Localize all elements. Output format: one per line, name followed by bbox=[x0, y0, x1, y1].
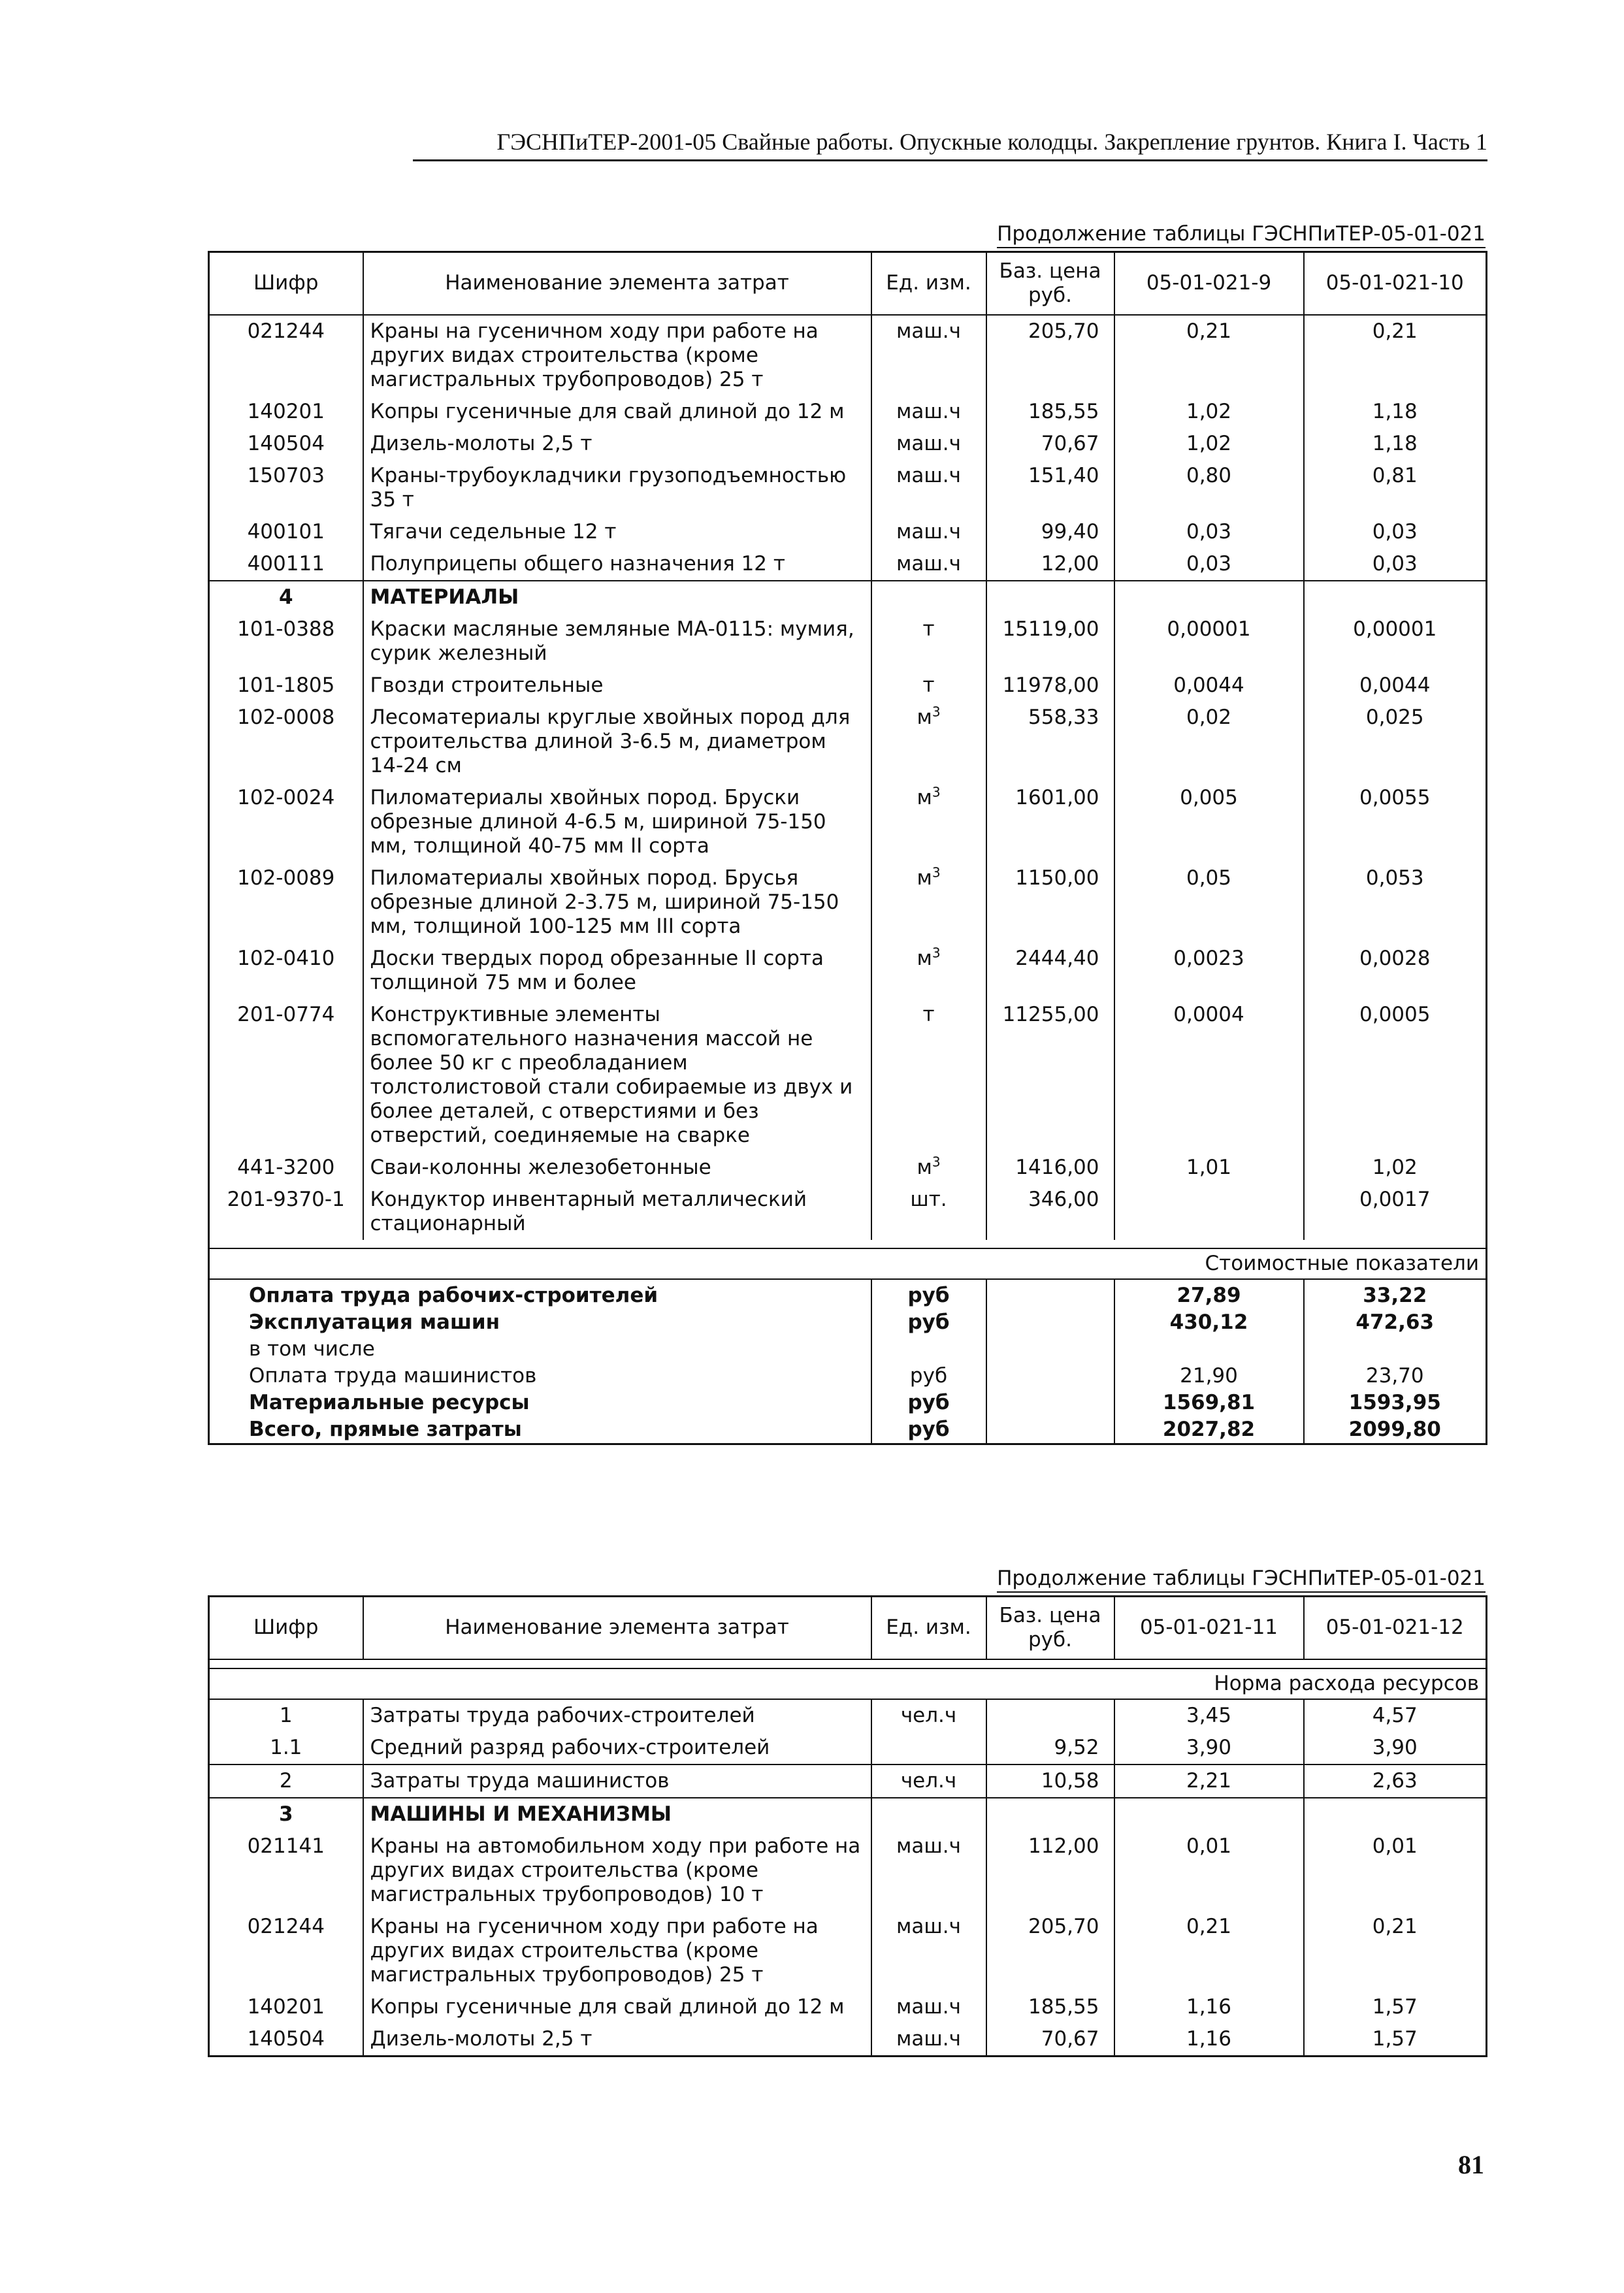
row-code: 102-0410 bbox=[209, 943, 363, 999]
row-name: Краски масляные земляные МА-0115: мумия, сурик железный bbox=[363, 613, 871, 670]
row-unit bbox=[871, 1699, 986, 1732]
row-base-price: 12,00 bbox=[986, 548, 1114, 581]
summary-unit: руб bbox=[871, 1363, 986, 1390]
section-title: МАТЕРИАЛЫ bbox=[363, 581, 871, 613]
row-code: 101-0388 bbox=[209, 613, 363, 670]
row-value-2: 0,0044 bbox=[1304, 670, 1487, 702]
row-value-2 bbox=[1304, 1798, 1487, 1830]
unit-text: маш.ч bbox=[896, 399, 961, 423]
row-base-price: 99,40 bbox=[986, 516, 1114, 548]
row-value-1: 3,45 bbox=[1114, 1699, 1304, 1732]
unit-text: шт. bbox=[910, 1187, 947, 1211]
row-name: Краны на автомобильном ходу при работе на других видах строительства (кроме магистральных трубопроводов) 10 т bbox=[363, 1830, 871, 1911]
row-unit bbox=[871, 613, 986, 670]
row-unit bbox=[871, 1830, 986, 1911]
row-base-price: 70,67 bbox=[986, 2023, 1114, 2057]
summary-row bbox=[209, 1363, 1487, 1390]
row-value-1: 0,0023 bbox=[1114, 943, 1304, 999]
table-row bbox=[209, 1699, 1487, 1732]
row-code: 400111 bbox=[209, 548, 363, 581]
row-value-1: 0,03 bbox=[1114, 516, 1304, 548]
row-value-2: 0,81 bbox=[1304, 460, 1487, 516]
summary-price-empty bbox=[986, 1416, 1114, 1444]
table-row bbox=[209, 1184, 1487, 1240]
row-base-price: 11978,00 bbox=[986, 670, 1114, 702]
col-header-unit: Ед. изм. bbox=[871, 1597, 986, 1659]
summary-value-1 bbox=[1114, 1336, 1304, 1363]
row-code: 102-0089 bbox=[209, 862, 363, 943]
row-value-1: 1,16 bbox=[1114, 2023, 1304, 2057]
row-name: Затраты труда машинистов bbox=[363, 1764, 871, 1798]
summary-value-1: 21,90 bbox=[1114, 1363, 1304, 1390]
row-base-price: 2444,40 bbox=[986, 943, 1114, 999]
row-unit bbox=[871, 1764, 986, 1798]
unit-text: т bbox=[922, 673, 935, 697]
row-code: 140201 bbox=[209, 396, 363, 428]
col-header-variant-12: 05-01-021-12 bbox=[1304, 1597, 1487, 1659]
col-header-name: Наименование элемента затрат bbox=[363, 252, 871, 315]
summary-unit: руб bbox=[871, 1416, 986, 1444]
unit-superscript: 3 bbox=[932, 864, 941, 881]
row-base-price: 185,55 bbox=[986, 396, 1114, 428]
col-header-code: Шифр bbox=[209, 252, 363, 315]
row-code: 400101 bbox=[209, 516, 363, 548]
running-title: ГЭСНПиТЕР-2001-05 Свайные работы. Опускные колодцы. Закрепление грунтов. Книга I. Часть 1 bbox=[413, 128, 1487, 161]
row-base-price: 10,58 bbox=[986, 1764, 1114, 1798]
summary-label: Эксплуатация машин bbox=[249, 1310, 500, 1334]
table-row bbox=[209, 315, 1487, 396]
unit-text: маш.ч bbox=[896, 2026, 961, 2051]
summary-unit: руб bbox=[871, 1390, 986, 1416]
cost-section bbox=[209, 1240, 1487, 1279]
row-name: МАШИНЫ И МЕХАНИЗМЫ bbox=[363, 1798, 871, 1830]
summary-row bbox=[209, 1416, 1487, 1444]
unit-text: маш.ч bbox=[896, 1914, 961, 1938]
row-value-2: 0,03 bbox=[1304, 516, 1487, 548]
row-value-2: 1,57 bbox=[1304, 2023, 1487, 2057]
row-name: Доски твердых пород обрезанные II сорта толщиной 75 мм и более bbox=[363, 943, 871, 999]
row-value-1: 2,21 bbox=[1114, 1764, 1304, 1798]
table-row bbox=[209, 613, 1487, 670]
page-number: 81 bbox=[1458, 2150, 1484, 2179]
unit-text: м bbox=[917, 785, 932, 809]
row-unit bbox=[871, 1184, 986, 1240]
unit-text: маш.ч bbox=[896, 431, 961, 455]
row-value-1: 0,02 bbox=[1114, 702, 1304, 782]
row-value-1 bbox=[1114, 1184, 1304, 1240]
unit-text: маш.ч bbox=[896, 1994, 961, 2019]
summary-label: в том числе bbox=[249, 1337, 375, 1361]
unit-text: маш.ч bbox=[896, 1834, 961, 1858]
row-value-1: 0,005 bbox=[1114, 782, 1304, 862]
row-code: 1 bbox=[209, 1699, 363, 1732]
row-value-1: 0,01 bbox=[1114, 1830, 1304, 1911]
row-base-price: 205,70 bbox=[986, 1911, 1114, 1991]
summary-row bbox=[209, 1390, 1487, 1416]
row-code: 021141 bbox=[209, 1830, 363, 1911]
row-unit bbox=[871, 315, 986, 396]
row-unit bbox=[871, 782, 986, 862]
summary-row bbox=[209, 1279, 1487, 1309]
summary-price-empty bbox=[986, 1336, 1114, 1363]
table-row bbox=[209, 702, 1487, 782]
unit-text: маш.ч bbox=[896, 463, 961, 487]
unit-superscript: 3 bbox=[932, 784, 941, 800]
row-value-2: 3,90 bbox=[1304, 1732, 1487, 1764]
table-row bbox=[209, 943, 1487, 999]
unit-text: чел.ч bbox=[900, 1703, 957, 1727]
row-unit bbox=[871, 548, 986, 581]
resource-rows bbox=[209, 1699, 1487, 2057]
unit-superscript: 3 bbox=[932, 1154, 941, 1170]
summary-label: Всего, прямые затраты bbox=[249, 1417, 522, 1441]
row-name: Краны-трубоукладчики грузоподъемностью 35 т bbox=[363, 460, 871, 516]
table-row bbox=[209, 999, 1487, 1152]
row-value-1: 3,90 bbox=[1114, 1732, 1304, 1764]
table-row bbox=[209, 2023, 1487, 2057]
table-row bbox=[209, 396, 1487, 428]
table-row bbox=[209, 782, 1487, 862]
materials-rows bbox=[209, 613, 1487, 1240]
col-header-variant-9: 05-01-021-9 bbox=[1114, 252, 1304, 315]
row-value-2: 0,025 bbox=[1304, 702, 1487, 782]
row-value-2: 1,57 bbox=[1304, 1991, 1487, 2023]
table-row bbox=[209, 1798, 1487, 1830]
unit-text: чел.ч bbox=[900, 1768, 957, 1793]
row-value-2: 0,21 bbox=[1304, 1911, 1487, 1991]
summary-price-empty bbox=[986, 1309, 1114, 1336]
row-name: Кондуктор инвентарный металлический стационарный bbox=[363, 1184, 871, 1240]
row-base-price: 15119,00 bbox=[986, 613, 1114, 670]
summary-value-1: 27,89 bbox=[1114, 1279, 1304, 1309]
unit-text: т bbox=[922, 1002, 935, 1026]
row-value-2: 0,00001 bbox=[1304, 613, 1487, 670]
row-unit bbox=[871, 1798, 986, 1830]
col-header-price: Баз. цена руб. bbox=[986, 252, 1114, 315]
row-unit bbox=[871, 670, 986, 702]
summary-value-2: 23,70 bbox=[1304, 1363, 1487, 1390]
row-value-2: 1,18 bbox=[1304, 428, 1487, 460]
row-base-price bbox=[986, 1798, 1114, 1830]
row-name: Конструктивные элементы вспомогательного назначения массой не более 50 кг с преобладанием толстолистовой стали собираемые из двух и более деталей, с отверстиями и без отверстий, соединяемые на сварке bbox=[363, 999, 871, 1152]
table-row bbox=[209, 516, 1487, 548]
row-name: Краны на гусеничном ходу при работе на других видах строительства (кроме магистральных трубопроводов) 25 т bbox=[363, 1911, 871, 1991]
row-unit bbox=[871, 862, 986, 943]
norm-section bbox=[209, 1659, 1487, 1699]
row-base-price: 1416,00 bbox=[986, 1152, 1114, 1184]
row-value-1: 0,00001 bbox=[1114, 613, 1304, 670]
col-header-variant-10: 05-01-021-10 bbox=[1304, 252, 1487, 315]
row-unit bbox=[871, 1991, 986, 2023]
summary-value-2: 33,22 bbox=[1304, 1279, 1487, 1309]
row-name: Копры гусеничные для свай длиной до 12 м bbox=[363, 396, 871, 428]
row-value-1: 1,02 bbox=[1114, 428, 1304, 460]
row-value-2: 0,01 bbox=[1304, 1830, 1487, 1911]
row-code: 102-0008 bbox=[209, 702, 363, 782]
row-value-2: 0,0005 bbox=[1304, 999, 1487, 1152]
row-value-1: 0,80 bbox=[1114, 460, 1304, 516]
table-row bbox=[209, 1991, 1487, 2023]
row-base-price: 9,52 bbox=[986, 1732, 1114, 1764]
machines-rows bbox=[209, 315, 1487, 581]
row-code: 2 bbox=[209, 1764, 363, 1798]
summary-row bbox=[209, 1309, 1487, 1336]
col-header-code: Шифр bbox=[209, 1597, 363, 1659]
col-header-unit: Ед. изм. bbox=[871, 252, 986, 315]
row-unit bbox=[871, 1152, 986, 1184]
unit-text: м bbox=[917, 705, 932, 729]
row-value-2: 1,18 bbox=[1304, 396, 1487, 428]
summary-value-2: 1593,95 bbox=[1304, 1390, 1487, 1416]
table-row bbox=[209, 548, 1487, 581]
row-base-price bbox=[986, 1699, 1114, 1732]
row-base-price: 346,00 bbox=[986, 1184, 1114, 1240]
row-code: 140201 bbox=[209, 1991, 363, 2023]
summary-label: Оплата труда рабочих-строителей bbox=[249, 1283, 658, 1307]
row-name: Лесоматериалы круглые хвойных пород для строительства длиной 3-6.5 м, диаметром 14-24 см bbox=[363, 702, 871, 782]
summary-price-empty bbox=[986, 1390, 1114, 1416]
unit-text: маш.ч bbox=[896, 551, 961, 576]
row-name: Сваи-колонны железобетонные bbox=[363, 1152, 871, 1184]
row-value-2: 2,63 bbox=[1304, 1764, 1487, 1798]
row-unit bbox=[871, 2023, 986, 2057]
table-row bbox=[209, 862, 1487, 943]
row-name: Затраты труда рабочих-строителей bbox=[363, 1699, 871, 1732]
summary-unit: руб bbox=[871, 1309, 986, 1336]
cost-indicators-band: Стоимостные показатели bbox=[209, 1248, 1487, 1279]
table-row bbox=[209, 1830, 1487, 1911]
summary-row bbox=[209, 1336, 1487, 1363]
row-name: Дизель-молоты 2,5 т bbox=[363, 2023, 871, 2057]
summary-value-1: 2027,82 bbox=[1114, 1416, 1304, 1444]
row-base-price: 205,70 bbox=[986, 315, 1114, 396]
row-name: Полуприцепы общего назначения 12 т bbox=[363, 548, 871, 581]
unit-text: м bbox=[917, 866, 932, 890]
summary-label: Материальные ресурсы bbox=[249, 1390, 530, 1414]
row-unit bbox=[871, 396, 986, 428]
summary-rows bbox=[209, 1279, 1487, 1444]
row-unit bbox=[871, 460, 986, 516]
row-value-1: 0,05 bbox=[1114, 862, 1304, 943]
row-name: Пиломатериалы хвойных пород. Брусья обрезные длиной 2-3.75 м, шириной 75-150 мм, толщиной 100-125 мм III сорта bbox=[363, 862, 871, 943]
row-unit bbox=[871, 943, 986, 999]
row-value-2: 0,0017 bbox=[1304, 1184, 1487, 1240]
row-value-1: 1,01 bbox=[1114, 1152, 1304, 1184]
row-code: 102-0024 bbox=[209, 782, 363, 862]
row-code: 140504 bbox=[209, 2023, 363, 2057]
row-value-1: 0,21 bbox=[1114, 1911, 1304, 1991]
row-base-price: 1150,00 bbox=[986, 862, 1114, 943]
row-value-2: 0,0028 bbox=[1304, 943, 1487, 999]
row-base-price: 151,40 bbox=[986, 460, 1114, 516]
row-unit bbox=[871, 999, 986, 1152]
row-unit bbox=[871, 516, 986, 548]
unit-text: маш.ч bbox=[896, 319, 961, 343]
materials-section bbox=[209, 581, 1487, 613]
row-unit bbox=[871, 702, 986, 782]
row-code: 101-1805 bbox=[209, 670, 363, 702]
row-base-price: 70,67 bbox=[986, 428, 1114, 460]
unit-text: м bbox=[917, 1155, 932, 1179]
table-row bbox=[209, 1764, 1487, 1798]
row-unit bbox=[871, 1732, 986, 1764]
row-value-1 bbox=[1114, 1798, 1304, 1830]
summary-value-1: 1569,81 bbox=[1114, 1390, 1304, 1416]
row-base-price: 558,33 bbox=[986, 702, 1114, 782]
summary-unit: руб bbox=[871, 1279, 986, 1309]
row-base-price: 1601,00 bbox=[986, 782, 1114, 862]
row-value-2: 0,21 bbox=[1304, 315, 1487, 396]
row-code: 150703 bbox=[209, 460, 363, 516]
summary-value-2: 2099,80 bbox=[1304, 1416, 1487, 1444]
row-name: Средний разряд рабочих-строителей bbox=[363, 1732, 871, 1764]
resource-table-2 bbox=[208, 1595, 1487, 2057]
row-value-1: 1,16 bbox=[1114, 1991, 1304, 2023]
row-value-2: 4,57 bbox=[1304, 1699, 1487, 1732]
row-value-1: 0,21 bbox=[1114, 315, 1304, 396]
resource-table-1 bbox=[208, 251, 1487, 1445]
summary-label: Оплата труда машинистов bbox=[249, 1363, 537, 1388]
summary-unit bbox=[871, 1336, 986, 1363]
row-value-2: 0,053 bbox=[1304, 862, 1487, 943]
row-value-1: 1,02 bbox=[1114, 396, 1304, 428]
summary-value-1: 430,12 bbox=[1114, 1309, 1304, 1336]
row-value-1: 0,0044 bbox=[1114, 670, 1304, 702]
row-code: 441-3200 bbox=[209, 1152, 363, 1184]
summary-value-2: 472,63 bbox=[1304, 1309, 1487, 1336]
row-name: Краны на гусеничном ходу при работе на других видах строительства (кроме магистральных трубопроводов) 25 т bbox=[363, 315, 871, 396]
row-value-1: 0,03 bbox=[1114, 548, 1304, 581]
row-name: Гвозди строительные bbox=[363, 670, 871, 702]
table-row bbox=[209, 670, 1487, 702]
table-caption: Продолжение таблицы ГЭСНПиТЕР-05-01-021 bbox=[997, 222, 1486, 248]
summary-value-2 bbox=[1304, 1336, 1487, 1363]
row-name: Дизель-молоты 2,5 т bbox=[363, 428, 871, 460]
section-code: 4 bbox=[209, 581, 363, 613]
row-name: Тягачи седельные 12 т bbox=[363, 516, 871, 548]
row-unit bbox=[871, 428, 986, 460]
norm-band: Норма расхода ресурсов bbox=[209, 1668, 1487, 1699]
row-name: Копры гусеничные для свай длиной до 12 м bbox=[363, 1991, 871, 2023]
table-row bbox=[209, 1732, 1487, 1764]
row-code: 140504 bbox=[209, 428, 363, 460]
row-code: 3 bbox=[209, 1798, 363, 1830]
unit-text: маш.ч bbox=[896, 519, 961, 544]
row-base-price: 185,55 bbox=[986, 1991, 1114, 2023]
row-code: 021244 bbox=[209, 315, 363, 396]
row-value-2: 0,03 bbox=[1304, 548, 1487, 581]
row-value-2: 1,02 bbox=[1304, 1152, 1487, 1184]
table-row bbox=[209, 1911, 1487, 1991]
table-caption-2: Продолжение таблицы ГЭСНПиТЕР-05-01-021 bbox=[997, 1567, 1486, 1593]
unit-superscript: 3 bbox=[932, 945, 941, 961]
col-header-price: Баз. цена руб. bbox=[986, 1597, 1114, 1659]
summary-price-empty bbox=[986, 1279, 1114, 1309]
table-row bbox=[209, 1152, 1487, 1184]
row-base-price: 11255,00 bbox=[986, 999, 1114, 1152]
table-row bbox=[209, 428, 1487, 460]
unit-superscript: 3 bbox=[932, 704, 941, 720]
row-code: 201-9370-1 bbox=[209, 1184, 363, 1240]
row-code: 1.1 bbox=[209, 1732, 363, 1764]
unit-text: т bbox=[922, 617, 935, 641]
summary-price-empty bbox=[986, 1363, 1114, 1390]
table-row bbox=[209, 460, 1487, 516]
row-code: 021244 bbox=[209, 1911, 363, 1991]
row-value-1: 0,0004 bbox=[1114, 999, 1304, 1152]
col-header-name: Наименование элемента затрат bbox=[363, 1597, 871, 1659]
row-code: 201-0774 bbox=[209, 999, 363, 1152]
col-header-variant-11: 05-01-021-11 bbox=[1114, 1597, 1304, 1659]
row-base-price: 112,00 bbox=[986, 1830, 1114, 1911]
row-unit bbox=[871, 1911, 986, 1991]
row-value-2: 0,0055 bbox=[1304, 782, 1487, 862]
row-name: Пиломатериалы хвойных пород. Бруски обрезные длиной 4-6.5 м, шириной 75-150 мм, толщиной 40-75 мм II сорта bbox=[363, 782, 871, 862]
unit-text: м bbox=[917, 946, 932, 970]
